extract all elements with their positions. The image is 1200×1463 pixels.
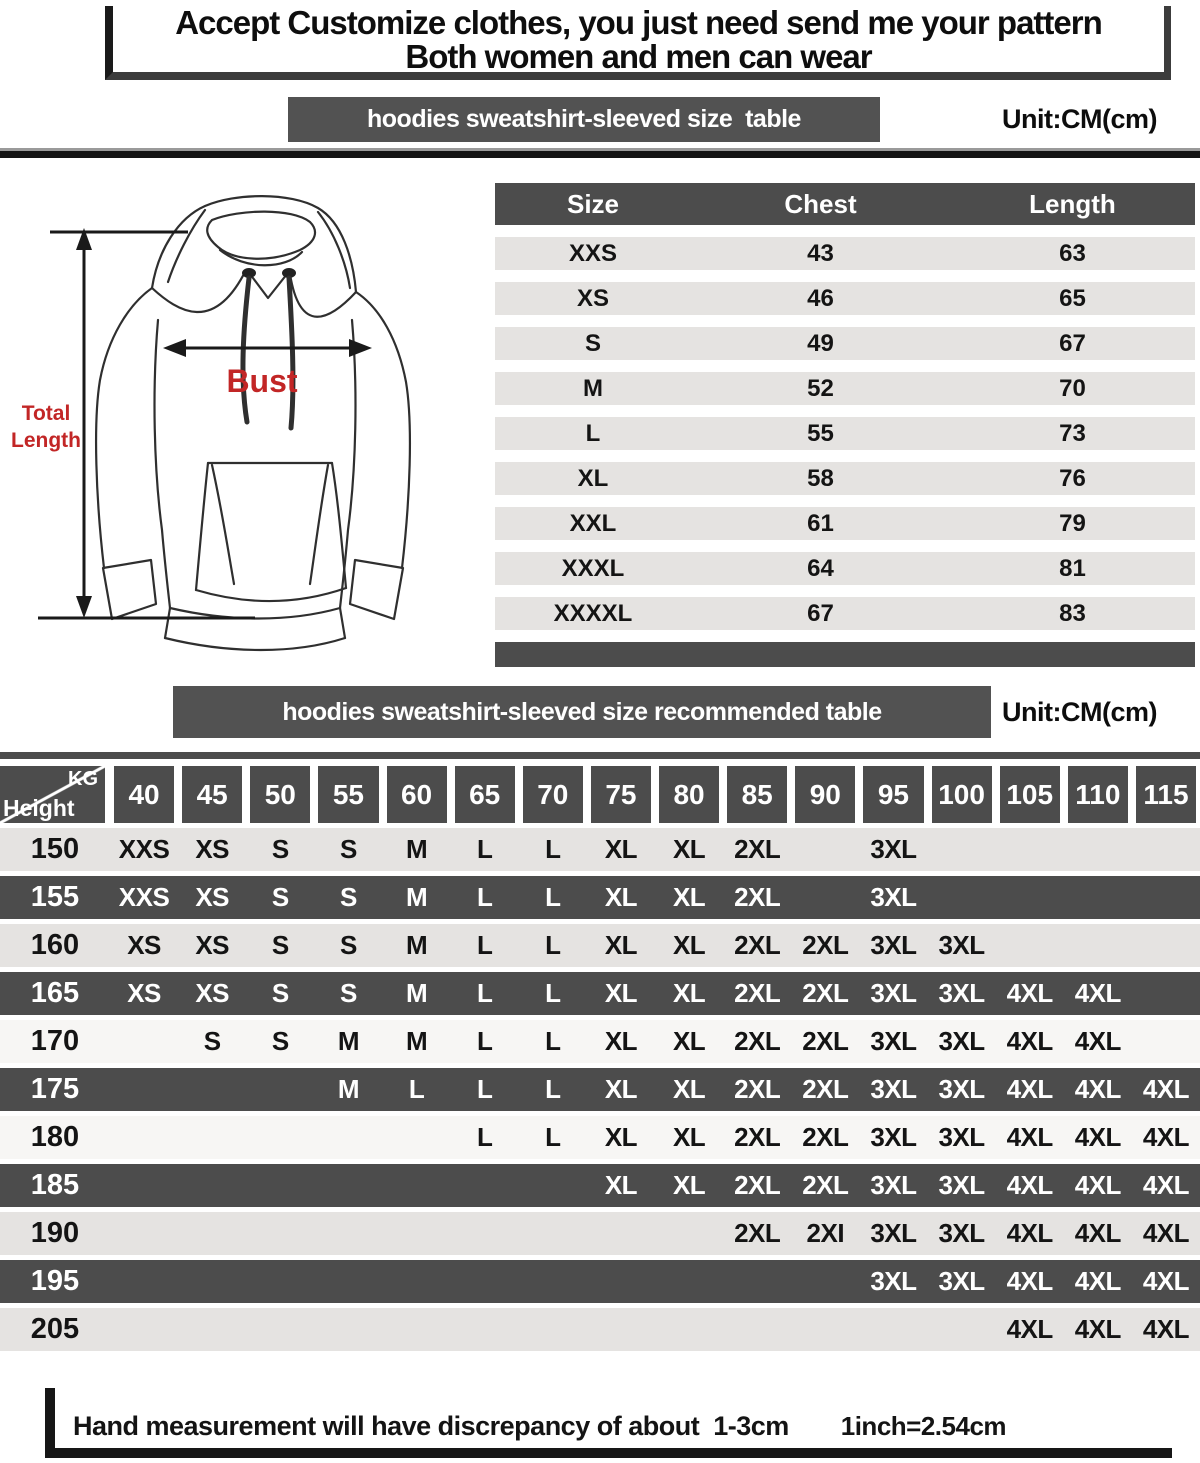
- total-length-label-line2: Length: [11, 429, 81, 452]
- inch-conversion-note: 1inch=2.54cm: [840, 1411, 1007, 1441]
- recommended-size-cell: XXS: [118, 882, 170, 912]
- recommended-size-cell: L: [476, 978, 493, 1008]
- size-table-unit: Unit:CM(cm): [1002, 104, 1157, 134]
- recommended-size-cell: L: [476, 930, 493, 960]
- recommended-size-cell: XS: [127, 978, 161, 1008]
- recommended-size-cell: L: [545, 978, 561, 1008]
- size-value-cell: S: [584, 329, 601, 357]
- recommended-size-cell: XL: [672, 1074, 706, 1104]
- chest-column-header: Chest: [784, 188, 857, 219]
- header-box: [105, 6, 1171, 80]
- recommended-size-cell: 2XL: [802, 1074, 849, 1104]
- recommended-size-cell: 4XL: [1142, 1314, 1190, 1344]
- height-label: 155: [30, 881, 80, 913]
- matrix-rows: [0, 828, 1200, 1351]
- size-table-row: [495, 237, 1195, 270]
- recommended-size-cell: 4XL: [1142, 1074, 1190, 1104]
- chest-value-cell: 67: [807, 599, 834, 627]
- height-label: 160: [30, 929, 80, 961]
- weight-header-cell: 60: [387, 766, 447, 823]
- recommended-size-cell: 2XL: [734, 1218, 781, 1248]
- length-value-cell: 83: [1059, 599, 1086, 627]
- recommended-size-cell: L: [476, 1074, 493, 1104]
- recommended-size-cell: 2XL: [734, 1122, 781, 1152]
- recommended-size-cell: 2XL: [802, 930, 849, 960]
- size-table-row: [495, 417, 1195, 450]
- recommended-size-cell: 3XL: [938, 978, 985, 1008]
- recommended-table-banner: hoodies sweatshirt-sleeved size recommended table: [173, 686, 991, 738]
- recommended-size-cell: 2XL: [734, 978, 781, 1008]
- recommended-size-cell: XL: [604, 978, 638, 1008]
- recommended-size-cell: S: [271, 1026, 289, 1056]
- recommended-size-cell: 4XL: [1074, 1266, 1121, 1296]
- matrix-header-row: [0, 766, 1200, 823]
- recommended-size-cell: 3XL: [870, 1170, 917, 1200]
- weight-header-cell: 65: [455, 766, 515, 823]
- bust-label: Bust: [226, 363, 298, 399]
- height-label: 175: [30, 1073, 80, 1105]
- recommended-size-cell: 4XL: [1006, 1314, 1053, 1344]
- recommended-size-cell: 3XL: [870, 978, 917, 1008]
- size-value-cell: XXXXL: [553, 599, 633, 627]
- height-label: 185: [30, 1169, 80, 1201]
- recommended-size-cell: L: [545, 1074, 561, 1104]
- weight-header-cell: 90: [795, 766, 855, 823]
- recommended-size-cell: L: [545, 1026, 561, 1056]
- length-column-header: Length: [1029, 188, 1116, 219]
- footer-note-box: [45, 1388, 1172, 1458]
- total-length-label-line1: Total: [21, 402, 71, 425]
- size-table-header: [495, 183, 1195, 225]
- corner-kg-label: KG: [68, 768, 98, 790]
- recommended-size-cell: 3XL: [938, 1074, 985, 1104]
- size-value-cell: XXL: [569, 509, 617, 537]
- recommended-size-cell: M: [405, 882, 428, 912]
- recommended-size-cell: 3XL: [870, 834, 917, 864]
- matrix-row: [0, 1116, 1200, 1159]
- recommended-size-cell: 3XL: [938, 1170, 985, 1200]
- chest-value-cell: 52: [807, 374, 834, 402]
- recommended-size-cell: 4XL: [1006, 1122, 1053, 1152]
- recommended-size-cell: XL: [672, 834, 706, 864]
- recommended-size-cell: 4XL: [1006, 1266, 1053, 1296]
- weight-header-cell: 55: [318, 766, 378, 823]
- recommended-size-cell: XL: [604, 834, 638, 864]
- recommended-size-cell: S: [271, 834, 289, 864]
- recommended-size-cell: 4XL: [1142, 1218, 1190, 1248]
- recommended-size-cell: L: [545, 930, 561, 960]
- height-label: 190: [30, 1217, 80, 1249]
- divider-line-top: [0, 148, 1200, 158]
- length-value-cell: 65: [1059, 284, 1086, 312]
- matrix-row: [0, 972, 1200, 1015]
- matrix-row: [0, 1020, 1200, 1063]
- recommended-size-cell: 4XL: [1074, 1218, 1121, 1248]
- recommended-size-cell: 2XL: [802, 1026, 849, 1056]
- chest-value-cell: 58: [807, 464, 834, 492]
- divider-line-middle: [0, 752, 1200, 759]
- length-value-cell: 67: [1059, 329, 1086, 357]
- matrix-row: [0, 1068, 1200, 1111]
- recommended-size-cell: 3XL: [938, 1218, 985, 1248]
- recommended-size-cell: 4XL: [1006, 978, 1053, 1008]
- size-table-row: [495, 282, 1195, 315]
- recommended-size-cell: 4XL: [1006, 1074, 1053, 1104]
- chest-value-cell: 64: [807, 554, 834, 582]
- recommended-size-cell: 4XL: [1006, 1170, 1053, 1200]
- matrix-row: [0, 1308, 1200, 1351]
- recommended-size-cell: 3XL: [870, 1026, 917, 1056]
- recommended-size-cell: 3XL: [870, 1218, 917, 1248]
- corner-height-label: Height: [3, 795, 75, 821]
- height-label: 165: [30, 977, 80, 1009]
- recommended-size-cell: L: [476, 1026, 493, 1056]
- recommended-size-cell: 3XL: [938, 1266, 985, 1296]
- recommended-size-cell: 4XL: [1142, 1266, 1190, 1296]
- height-label: 195: [30, 1265, 80, 1297]
- recommended-size-cell: XL: [672, 1122, 706, 1152]
- weight-header-cell: 110: [1068, 766, 1128, 823]
- measurement-arrows: [38, 228, 372, 618]
- recommended-size-cell: 3XL: [938, 1026, 985, 1056]
- weight-header-cell: 115: [1136, 766, 1196, 823]
- matrix-row: [0, 1212, 1200, 1255]
- recommended-size-cell: 4XL: [1074, 1074, 1121, 1104]
- recommended-size-cell: 4XL: [1074, 1170, 1121, 1200]
- weight-header-cell: 70: [523, 766, 583, 823]
- size-value-cell: XXS: [568, 239, 618, 267]
- chest-value-cell: 49: [807, 329, 834, 357]
- recommended-size-cell: L: [408, 1074, 425, 1104]
- recommended-size-cell: 2XL: [734, 1026, 781, 1056]
- recommended-size-cell: L: [476, 834, 493, 864]
- height-label: 205: [30, 1313, 80, 1345]
- matrix-row: [0, 828, 1200, 871]
- recommended-size-cell: XS: [127, 930, 161, 960]
- recommended-size-cell: M: [337, 1026, 360, 1056]
- recommended-size-cell: 2XL: [802, 1170, 849, 1200]
- size-table-rows: [495, 237, 1195, 630]
- recommended-size-cell: 3XL: [870, 1122, 917, 1152]
- recommended-size-cell: 4XL: [1142, 1170, 1190, 1200]
- recommended-size-cell: 4XL: [1074, 1122, 1121, 1152]
- recommended-size-cell: 4XL: [1006, 1026, 1053, 1056]
- recommended-size-cell: L: [476, 882, 493, 912]
- recommended-size-cell: XL: [604, 930, 638, 960]
- size-value-cell: XXXL: [561, 554, 625, 582]
- recommended-size-cell: 4XL: [1074, 1314, 1121, 1344]
- length-value-cell: 81: [1059, 554, 1086, 582]
- chest-value-cell: 46: [807, 284, 834, 312]
- size-column-header: Size: [566, 188, 620, 219]
- recommended-size-cell: XL: [672, 1026, 706, 1056]
- weight-header-cell: 40: [114, 766, 174, 823]
- recommended-size-cell: 3XL: [938, 1122, 985, 1152]
- size-table-row: [495, 552, 1195, 585]
- header-line-1: Accept Customize clothes, you just need send me your pattern: [175, 4, 1102, 41]
- recommended-size-cell: S: [340, 882, 357, 912]
- recommended-size-cell: 2XL: [734, 1074, 781, 1104]
- length-value-cell: 76: [1059, 464, 1086, 492]
- recommended-size-cell: S: [203, 1026, 221, 1056]
- recommended-size-cell: L: [476, 1122, 493, 1152]
- recommended-size-cell: 2XL: [734, 930, 781, 960]
- recommended-size-cell: S: [271, 978, 289, 1008]
- size-table-row: [495, 372, 1195, 405]
- size-table: [495, 183, 1195, 667]
- weight-header-cell: 80: [659, 766, 719, 823]
- matrix-row: [0, 1260, 1200, 1303]
- size-value-cell: M: [583, 374, 603, 402]
- hoodie-outline: [96, 196, 410, 650]
- length-value-cell: 70: [1059, 374, 1086, 402]
- size-value-cell: XL: [577, 464, 609, 492]
- recommended-size-cell: 2XL: [734, 1170, 781, 1200]
- weight-header-cell: 50: [250, 766, 310, 823]
- recommended-size-cell: M: [405, 978, 428, 1008]
- length-value-cell: 79: [1059, 509, 1086, 537]
- recommended-size-cell: M: [405, 1026, 428, 1056]
- recommended-size-cell: XL: [604, 1122, 638, 1152]
- length-value-cell: 63: [1059, 239, 1086, 267]
- size-table-row: [495, 507, 1195, 540]
- measurement-discrepancy-note: Hand measurement will have discrepancy of about 1-3cm: [73, 1411, 789, 1441]
- recommended-size-cell: XL: [672, 1170, 706, 1200]
- height-label: 180: [30, 1121, 80, 1153]
- matrix-row: [0, 1164, 1200, 1207]
- recommended-size-cell: S: [340, 978, 357, 1008]
- recommended-size-cell: XL: [604, 1170, 638, 1200]
- height-label: 150: [30, 833, 80, 865]
- recommended-size-cell: XL: [672, 930, 706, 960]
- recommended-size-matrix: [0, 766, 1200, 1356]
- recommended-size-cell: 4XL: [1006, 1218, 1053, 1248]
- recommended-size-cell: 3XL: [870, 882, 917, 912]
- weight-header-cell: 45: [182, 766, 242, 823]
- size-table-banner: hoodies sweatshirt-sleeved size table: [288, 97, 880, 142]
- size-table-row: [495, 597, 1195, 630]
- recommended-size-cell: 4XL: [1074, 1026, 1121, 1056]
- recommended-size-cell: 2XI: [806, 1218, 845, 1248]
- length-value-cell: 73: [1059, 419, 1086, 447]
- size-table-footer-bar: [495, 642, 1195, 667]
- recommended-size-cell: XS: [195, 882, 230, 912]
- recommended-table-unit: Unit:CM(cm): [1002, 696, 1157, 727]
- recommended-size-cell: 2XL: [734, 882, 781, 912]
- weight-header-cell: 105: [1000, 766, 1060, 823]
- chest-value-cell: 43: [807, 239, 834, 267]
- matrix-row: [0, 876, 1200, 919]
- recommended-size-cell: 3XL: [870, 1074, 917, 1104]
- recommended-size-cell: S: [271, 930, 289, 960]
- recommended-size-cell: L: [545, 1122, 561, 1152]
- recommended-size-cell: L: [545, 834, 561, 864]
- weight-header-cell: 85: [727, 766, 787, 823]
- recommended-size-cell: 2XL: [734, 834, 781, 864]
- size-value-cell: L: [585, 419, 601, 447]
- chest-value-cell: 61: [807, 509, 834, 537]
- recommended-size-cell: 2XL: [802, 1122, 849, 1152]
- recommended-size-cell: 3XL: [870, 930, 917, 960]
- recommended-size-cell: XL: [604, 1074, 638, 1104]
- recommended-size-cell: S: [340, 930, 357, 960]
- matrix-row: [0, 924, 1200, 967]
- recommended-size-cell: XL: [604, 882, 638, 912]
- recommended-size-cell: XS: [195, 978, 230, 1008]
- size-table-row: [495, 462, 1195, 495]
- recommended-size-cell: 4XL: [1074, 978, 1121, 1008]
- size-table-row: [495, 327, 1195, 360]
- header-line-2: Both women and men can wear: [405, 38, 872, 75]
- weight-header-cell: 95: [863, 766, 923, 823]
- matrix-corner-cell: [0, 766, 105, 823]
- recommended-size-cell: XS: [195, 930, 230, 960]
- recommended-size-cell: 3XL: [870, 1266, 917, 1296]
- recommended-size-cell: L: [545, 882, 561, 912]
- recommended-size-cell: 2XL: [802, 978, 849, 1008]
- recommended-size-cell: XL: [604, 1026, 638, 1056]
- recommended-size-cell: M: [405, 930, 428, 960]
- recommended-size-cell: 3XL: [938, 930, 985, 960]
- hoodie-measurement-diagram: [0, 170, 480, 657]
- weight-header-cell: 75: [591, 766, 651, 823]
- weight-header-cell: 100: [932, 766, 992, 823]
- recommended-size-cell: XS: [195, 834, 230, 864]
- height-label: 170: [30, 1025, 80, 1057]
- size-value-cell: XS: [576, 284, 609, 312]
- recommended-size-cell: XL: [672, 978, 706, 1008]
- recommended-size-cell: S: [271, 882, 289, 912]
- recommended-size-cell: M: [405, 834, 428, 864]
- recommended-size-cell: S: [340, 834, 357, 864]
- recommended-size-cell: XXS: [118, 834, 170, 864]
- recommended-size-cell: M: [337, 1074, 360, 1104]
- recommended-size-cell: 4XL: [1142, 1122, 1190, 1152]
- recommended-size-cell: XL: [672, 882, 706, 912]
- chest-value-cell: 55: [807, 419, 834, 447]
